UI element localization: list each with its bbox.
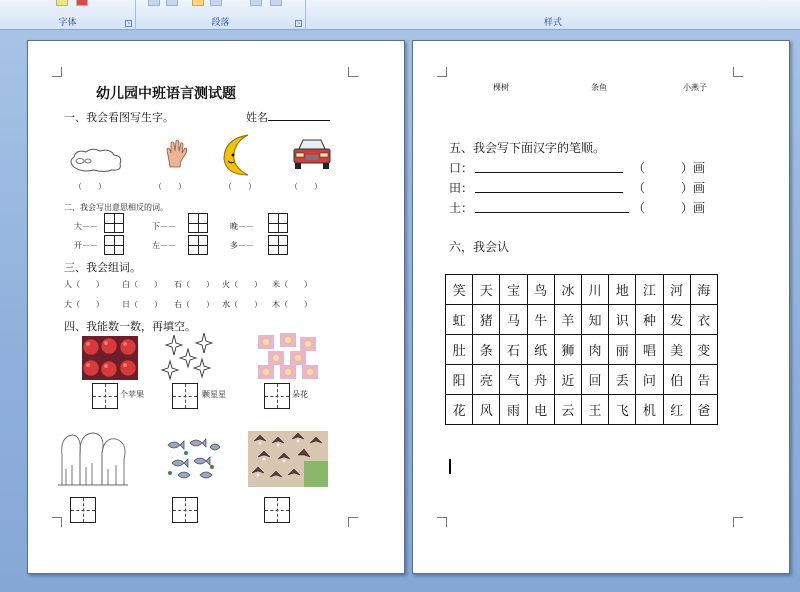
char-cell[interactable]: 肉 — [581, 335, 608, 365]
paragraph-dialog-launcher-icon[interactable]: ↘ — [296, 20, 301, 26]
section-2-heading: 二、我会写出意思相反的词。 — [64, 203, 168, 212]
crop-mark — [52, 517, 62, 527]
page-2[interactable] — [412, 40, 790, 574]
section-3-heading: 三、我会组词。 — [64, 261, 141, 274]
char-cell[interactable]: 丢 — [609, 365, 636, 395]
name-label — [246, 109, 330, 125]
stroke-char: 田： — [449, 181, 474, 195]
section-5-heading: 五、我会写下面汉字的笔顺。 — [449, 141, 606, 155]
char-cell[interactable]: 肚 — [446, 335, 473, 365]
ribbon-group-font — [0, 0, 136, 30]
char-cell[interactable]: 衣 — [690, 305, 717, 335]
count-label-apples: 个苹果 — [120, 390, 144, 399]
fish-image — [164, 437, 224, 481]
stroke-char: 土： — [449, 201, 474, 215]
stroke-count[interactable]: （ ）画 — [633, 181, 706, 195]
char-cell[interactable]: 风 — [473, 395, 500, 425]
antonym-word: 下－－ — [152, 222, 176, 231]
word-group-item[interactable]: 白（ ） — [122, 280, 162, 289]
stroke-order-blank[interactable] — [475, 163, 623, 173]
character-table — [445, 274, 718, 425]
char-cell[interactable]: 云 — [554, 395, 581, 425]
stroke-count[interactable]: （ ）画 — [633, 201, 706, 215]
car-icon — [290, 137, 334, 171]
word-group-item[interactable]: 大（ ） — [64, 300, 104, 309]
word-group-item[interactable]: 米（ ） — [272, 280, 312, 289]
name-blank[interactable] — [268, 111, 330, 121]
antonym-word: 晚－－ — [230, 222, 254, 231]
crop-mark — [437, 517, 447, 527]
table-row — [446, 365, 718, 395]
char-cell[interactable]: 丽 — [609, 335, 636, 365]
count-grid[interactable] — [264, 383, 290, 409]
count-grid[interactable] — [70, 497, 96, 523]
apples-image — [82, 336, 138, 380]
ribbon-group-paragraph-label: 段落 — [211, 18, 230, 28]
char-cell[interactable]: 羊 — [554, 305, 581, 335]
antonym-word: 大－－ — [74, 222, 98, 231]
word-group-item[interactable]: 右（ ） — [174, 300, 214, 309]
crop-mark — [52, 67, 62, 77]
stroke-order-blank[interactable] — [475, 203, 629, 213]
char-cell[interactable]: 问 — [636, 365, 663, 395]
stroke-order-blank[interactable] — [475, 183, 623, 193]
char-cell[interactable]: 种 — [636, 305, 663, 335]
section-6-heading: 六，我会认 — [449, 240, 510, 254]
char-cell[interactable]: 飞 — [609, 395, 636, 425]
char-cell[interactable]: 阳 — [446, 365, 473, 395]
char-cell[interactable]: 虹 — [446, 305, 473, 335]
ribbon-group-font-label: 字体 — [58, 18, 77, 28]
count-grid[interactable] — [264, 497, 290, 523]
font-dialog-launcher-icon[interactable]: ↘ — [126, 20, 131, 26]
char-cell[interactable]: 亮 — [473, 365, 500, 395]
header-word: 条鱼 — [591, 83, 607, 92]
flowers-image — [254, 331, 320, 381]
char-cell[interactable]: 江 — [636, 275, 663, 305]
word-group-item[interactable]: 火（ ） — [222, 280, 262, 289]
char-cell[interactable]: 条 — [473, 335, 500, 365]
page-1[interactable] — [27, 40, 405, 574]
word-group-item[interactable]: 日（ ） — [122, 300, 162, 309]
stroke-char: 口： — [449, 161, 474, 175]
stroke-count[interactable]: （ ）画 — [633, 161, 706, 175]
moon-icon — [218, 133, 260, 177]
name-label-text: 姓名 — [246, 111, 268, 124]
word-group-item[interactable]: 水（ ） — [222, 300, 262, 309]
word-group-item[interactable]: 人（ ） — [64, 280, 104, 289]
char-cell[interactable]: 马 — [500, 305, 527, 335]
table-row — [446, 305, 718, 335]
char-cell[interactable]: 河 — [663, 275, 690, 305]
ribbon-group-paragraph — [136, 0, 306, 30]
char-cell[interactable]: 纸 — [527, 335, 554, 365]
paren-blank[interactable]: （ ） — [74, 182, 106, 191]
char-cell[interactable]: 舟 — [527, 365, 554, 395]
table-row — [446, 335, 718, 365]
stars-image — [160, 331, 216, 383]
char-cell[interactable]: 红 — [663, 395, 690, 425]
char-cell[interactable]: 机 — [636, 395, 663, 425]
char-cell[interactable]: 天 — [473, 275, 500, 305]
char-cell[interactable]: 狮 — [554, 335, 581, 365]
char-cell[interactable]: 牛 — [527, 305, 554, 335]
char-cell[interactable]: 冰 — [554, 275, 581, 305]
writing-grid[interactable] — [268, 235, 288, 255]
char-cell[interactable]: 气 — [500, 365, 527, 395]
char-cell[interactable]: 宝 — [500, 275, 527, 305]
swallows-image — [248, 431, 328, 487]
char-cell[interactable]: 花 — [446, 395, 473, 425]
word-group-item[interactable]: 木（ ） — [272, 300, 312, 309]
writing-grid[interactable] — [268, 213, 288, 233]
char-cell[interactable]: 海 — [690, 275, 717, 305]
char-cell[interactable]: 发 — [663, 305, 690, 335]
char-cell[interactable]: 告 — [690, 365, 717, 395]
writing-grid[interactable] — [104, 235, 124, 255]
char-cell[interactable]: 川 — [581, 275, 608, 305]
page-title: 幼儿园中班语言测试题 — [96, 86, 236, 102]
char-cell[interactable]: 知 — [581, 305, 608, 335]
char-cell[interactable]: 地 — [609, 275, 636, 305]
paren-blank[interactable]: （ ） — [224, 182, 256, 191]
crop-mark — [437, 67, 447, 77]
antonym-word: 左－－ — [152, 241, 176, 250]
char-cell[interactable]: 变 — [690, 335, 717, 365]
char-cell[interactable]: 识 — [609, 305, 636, 335]
trees-image — [56, 429, 130, 487]
ribbon-group-styles — [306, 0, 800, 30]
ribbon-group-styles-label: 样式 — [543, 18, 562, 28]
count-grid[interactable] — [172, 383, 198, 409]
char-cell[interactable]: 鸟 — [527, 275, 554, 305]
paren-blank[interactable]: （ ） — [154, 182, 186, 191]
writing-grid[interactable] — [104, 213, 124, 233]
char-cell[interactable]: 笑 — [446, 275, 473, 305]
section-1-heading: 一、我会看图写生字。 — [64, 111, 174, 124]
char-cell[interactable]: 回 — [581, 365, 608, 395]
table-row — [446, 395, 718, 425]
count-grid[interactable] — [172, 497, 198, 523]
writing-grid[interactable] — [188, 213, 208, 233]
count-grid[interactable] — [92, 383, 118, 409]
text-cursor — [449, 459, 451, 474]
crop-mark — [733, 517, 743, 527]
ribbon — [0, 0, 800, 30]
cloud-icon — [68, 147, 124, 173]
antonym-word: 开－－ — [74, 241, 98, 250]
section-4-heading: 四、我能数一数，再填空。 — [64, 320, 196, 333]
crop-mark — [348, 517, 358, 527]
char-cell[interactable]: 美 — [663, 335, 690, 365]
char-cell[interactable]: 伯 — [663, 365, 690, 395]
char-cell[interactable]: 近 — [554, 365, 581, 395]
writing-grid[interactable] — [188, 235, 208, 255]
char-cell[interactable]: 王 — [581, 395, 608, 425]
paren-blank[interactable]: （ ） — [290, 182, 322, 191]
antonym-word: 多－－ — [230, 241, 254, 250]
header-word: 小燕子 — [683, 83, 707, 92]
char-cell[interactable]: 电 — [527, 395, 554, 425]
char-cell[interactable]: 爸 — [690, 395, 717, 425]
crop-mark — [733, 67, 743, 77]
count-label-stars: 颗星星 — [202, 390, 226, 399]
char-cell[interactable]: 唱 — [636, 335, 663, 365]
word-group-item[interactable]: 石（ ） — [174, 280, 214, 289]
char-cell[interactable]: 雨 — [500, 395, 527, 425]
table-row — [446, 275, 718, 305]
header-word: 棵树 — [493, 83, 509, 92]
crop-mark — [348, 67, 358, 77]
char-cell[interactable]: 猪 — [473, 305, 500, 335]
char-cell[interactable]: 石 — [500, 335, 527, 365]
count-label-flowers: 朵花 — [292, 390, 308, 399]
hand-icon — [164, 139, 190, 169]
